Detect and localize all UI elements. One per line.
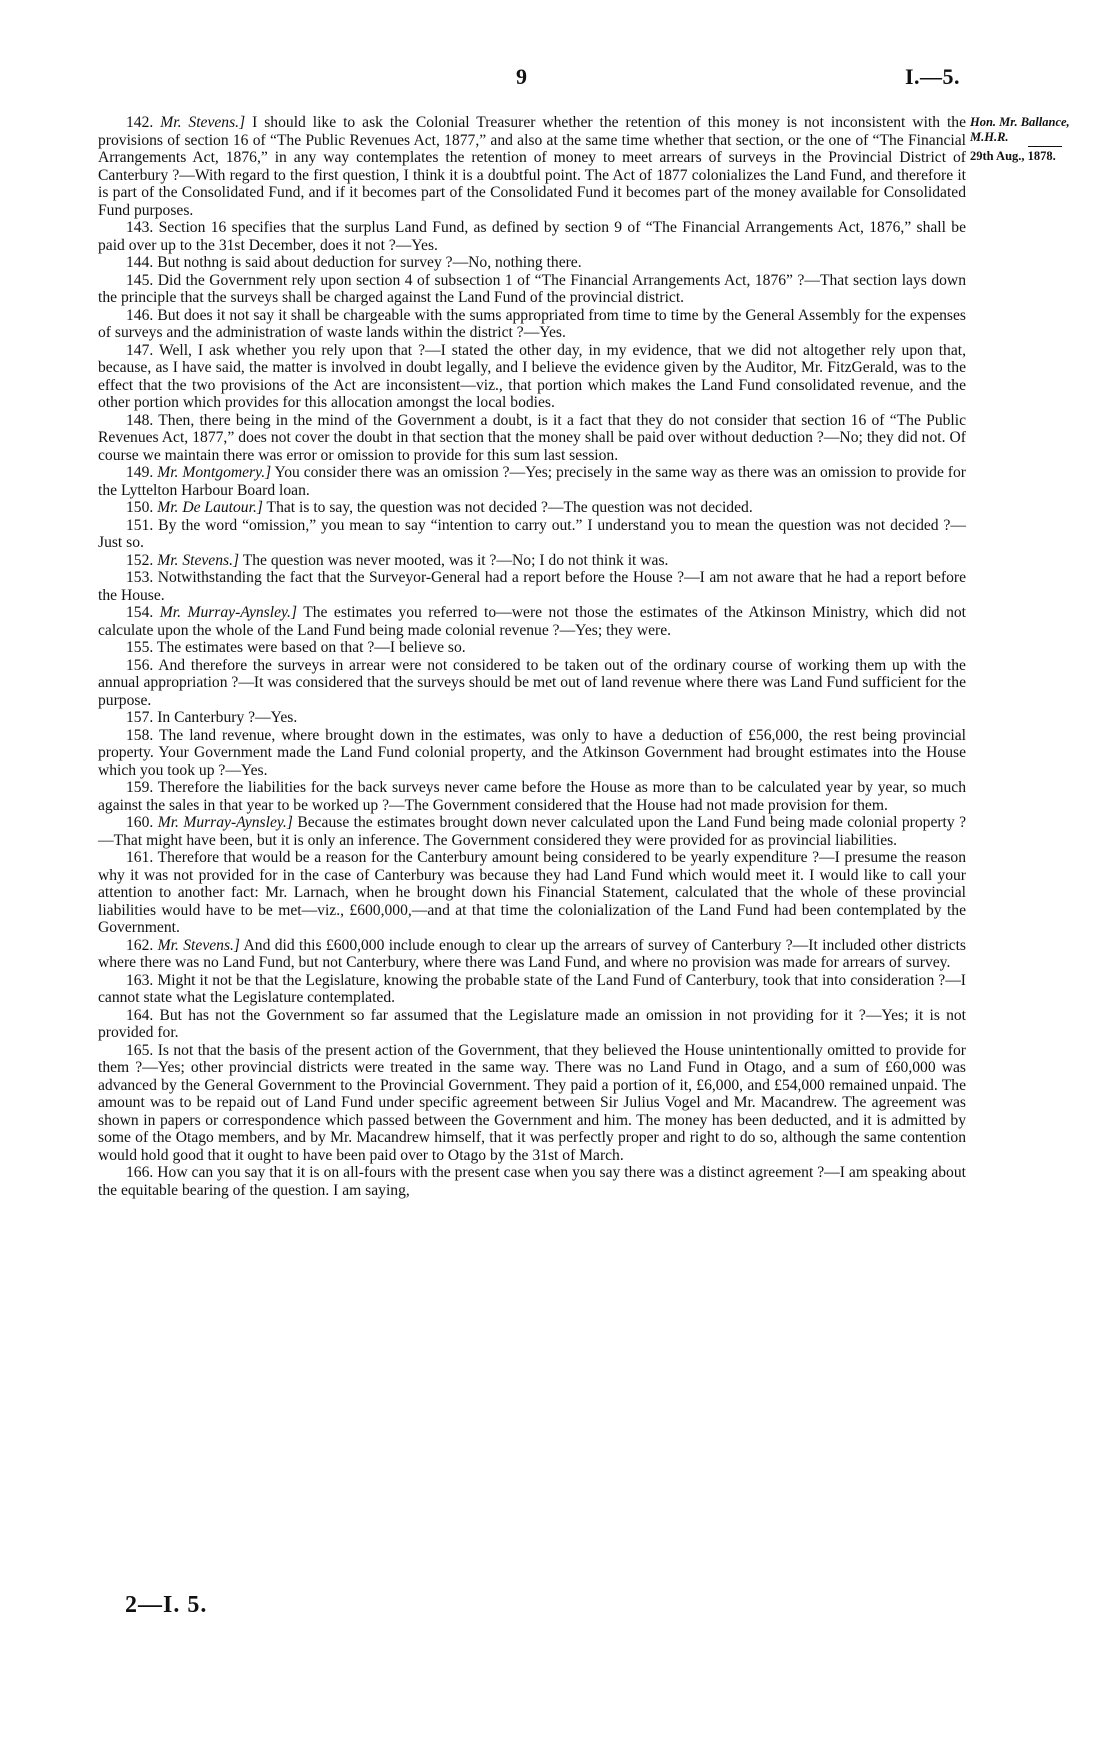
speaker-name: Mr. Stevens.]	[157, 936, 240, 954]
question-text: The estimates you referred to—were not those the estimates of the Atkinson Ministry, which did not calculate upon the whole of the Land Fund being made colonial revenue ?—Yes; they were.	[98, 604, 966, 639]
witness-name: Hon. Mr. Ballance, M.H.R.	[970, 115, 1070, 144]
speaker-name: Mr. Stevens.]	[160, 114, 246, 131]
document-reference: I.—5.	[905, 64, 961, 89]
speaker-name: Mr. De Lautour.]	[157, 499, 263, 516]
question-text: Might it not be that the Legislature, knowing the probable state of the Land Fund of Canterbury, took that into consideration ?—I cannot state what the Legislature contemplated.	[98, 971, 967, 1006]
evidence-text	[98, 114, 966, 1199]
question-text: Notwithstanding the fact that the Surveyor-General had a report before the House ?—I am not aware that he had a report before the House.	[98, 569, 966, 604]
question-paragraph	[98, 779, 966, 814]
question-number: 155.	[126, 639, 154, 656]
question-text: But does it not say it shall be chargeable with the sums appropriated from time to time by the General Assembly for the expenses of surveys and the administration of waste lands within the district ?—Yes.	[98, 306, 966, 341]
question-text: The estimates were based on that ?—I believe so.	[156, 639, 466, 656]
question-paragraph	[98, 517, 966, 552]
question-text: But nothng is said about deduction for survey ?—No, nothing there.	[157, 254, 582, 271]
question-text: The land revenue, where brought down in the estimates, was only to have a deduction of £56,000, the rest being provincial property. Your Government made the Land Fund colonial property, and the Atkinson Government had brought estimates into the House which you took up ?—Yes.	[98, 726, 966, 779]
question-paragraph	[98, 849, 966, 937]
question-paragraph	[98, 1042, 966, 1165]
question-number: 150.	[126, 499, 154, 516]
question-paragraph	[98, 657, 966, 710]
question-paragraph	[98, 219, 966, 254]
question-paragraph	[98, 972, 966, 1007]
question-paragraph	[98, 272, 966, 307]
question-number: 152.	[126, 551, 154, 569]
question-number: 154.	[126, 604, 154, 621]
question-number: 163.	[126, 971, 154, 989]
question-paragraph	[98, 412, 966, 465]
page-number: 9	[516, 64, 527, 89]
question-text: How can you say that it is on all-fours with the present case when you say there was a distinct agreement ?—I am speaking about the equitable bearing of the question. I am saying,	[98, 1164, 966, 1199]
margin-rule	[1028, 146, 1062, 147]
question-text: In Canterbury ?—Yes.	[157, 709, 298, 726]
question-number: 148.	[126, 411, 154, 429]
question-text: And did this £600,000 include enough to clear up the arrears of survey of Canterbury ?—It included other districts where there was no Land Fund, but not Canterbury, where there was Land Fund, and where no provision was made for arrears of survey.	[98, 936, 967, 971]
question-text: Section 16 specifies that the surplus Land Fund, as defined by section 9 of “The Financial Arrangements Act, 1876,” shall be paid over up to the 31st December, does it not ?—Yes.	[98, 219, 966, 254]
speaker-name: Mr. Montgomery.]	[157, 464, 272, 481]
question-text: Therefore the liabilities for the back surveys never came before the House as more than to be calculated year by year, so much against the sales in that year to be worked up ?—The Government considered that the House had not made provision for them.	[98, 779, 966, 814]
question-text: Therefore that would be a reason for the Canterbury amount being considered to be yearly expenditure ?—I presume the reason why it was not provided for in the case of Canterbury was because they had Land Fund which would meet it. I would like to call your attention to another fact: Mr. Larnach, when he brought down his Financial Statement, calculated that the whole of these provincial liabilities would have to be met—viz., £600,000,—and at that time the colonialization of the Land Fund had been contemplated by the Government.	[98, 849, 966, 936]
question-number: 161.	[126, 849, 154, 866]
speaker-name: Mr. Stevens.]	[157, 551, 240, 569]
question-paragraph	[98, 114, 966, 219]
question-text: And therefore the surveys in arrear were not considered to be taken out of the ordinary course of working them up with the annual appropriation ?—It was considered that the surveys should be met out of land revenue where there was Land Fund sufficient for the purpose.	[98, 656, 966, 709]
question-text: I should like to ask the Colonial Treasurer whether the retention of this money is not inconsistent with the provisions of section 16 of “The Public Revenues Act, 1877,” and also at the same time whether that section, or the one of “The Financial Arrangements Act, 1876,” in any way contemplates the retention of money to meet arrears of surveys in the Provincial District of Canterbury ?—With regard to the first question, I think it is a doubtful point. The Act of 1877 colonializes the Land Fund, and therefore it is part of the Consolidated Fund, and if it becomes part of the Consolidated Fund it becomes part of the money available for Consolidated Fund purposes.	[98, 114, 967, 219]
question-paragraph	[98, 937, 966, 972]
question-text: Did the Government rely upon section 4 of subsection 1 of “The Financial Arrangements Act, 1876” ?—That section lays down the principle that the surveys shall be charged against the Land Fund of the provincial district.	[98, 271, 966, 306]
question-number: 166.	[126, 1164, 154, 1181]
question-paragraph	[98, 1164, 966, 1199]
witness-date: 29th Aug., 1878.	[970, 149, 1056, 163]
question-paragraph	[98, 814, 966, 849]
question-number: 158.	[126, 726, 154, 744]
question-paragraph	[98, 604, 966, 639]
question-number: 146.	[126, 306, 154, 324]
question-number: 143.	[126, 219, 154, 236]
question-paragraph	[98, 639, 966, 657]
question-number: 162.	[126, 936, 154, 954]
question-text: But has not the Government so far assumed that the Legislature made an omission in not providing for it ?—Yes; it is not provided for.	[98, 1006, 966, 1041]
question-paragraph	[98, 709, 966, 727]
question-paragraph	[98, 1007, 966, 1042]
question-number: 159.	[126, 779, 154, 796]
question-number: 156.	[126, 656, 154, 674]
question-number: 145.	[126, 271, 154, 289]
question-paragraph	[98, 307, 966, 342]
question-number: 142.	[126, 114, 154, 131]
question-text: Then, there being in the mind of the Government a doubt, is it a fact that they do not consider that section 16 of “The Public Revenues Act, 1877,” does not cover the doubt in that section that the money shall be paid over without deduction ?—No; they did not. Of course we maintain there was error or omission to provide for this sum last session.	[98, 411, 967, 464]
speaker-name: Mr. Murray-Aynsley.]	[159, 604, 298, 621]
question-paragraph	[98, 464, 966, 499]
question-paragraph	[98, 342, 966, 412]
question-text: Well, I ask whether you rely upon that ?—I stated the other day, in my evidence, that we did not altogether rely upon that, because, as I have said, the matter is involved in doubt legally, and I believe the evidence given by the Auditor, Mr. FitzGerald, was to the effect that the two provisions of the Act are inconsistent—viz., that portion which makes the Land Fund consolidated revenue, and the other portion which provides for this allocation amongst the local bodies.	[98, 341, 966, 411]
margin-note	[970, 115, 1102, 164]
speaker-name: Mr. Murray-Aynsley.]	[157, 814, 293, 831]
question-paragraph	[98, 727, 966, 780]
question-paragraph	[98, 499, 966, 517]
question-paragraph	[98, 552, 966, 570]
question-number: 147.	[126, 341, 154, 359]
question-number: 153.	[126, 569, 154, 586]
question-number: 160.	[126, 814, 154, 831]
question-text: Is not that the basis of the present action of the Government, that they believed the House unintentionally omitted to provide for them ?—Yes; other provincial districts were treated in the same way. There was no Land Fund in Otago, and a sum of £60,000 was advanced by the General Government to the Provincial Government. They paid a portion of it, £6,000, and £54,000 remained unpaid. The amount was to be repaid out of Land Fund under specific agreement between Sir Julius Vogel and Mr. Macandrew. The agreement was shown in papers or correspondence which passed between the Government and him. The money has been deducted, and it is admitted by some of the Otago members, and by Mr. Macandrew himself, that it was perfectly proper and right to do so, although the same contention would hold good that it ought to have been paid over to Otago by the 31st of March.	[98, 1041, 966, 1164]
question-number: 149.	[126, 464, 154, 481]
question-paragraph	[98, 254, 966, 272]
question-number: 157.	[126, 709, 154, 726]
question-text: Because the estimates brought down never calculated upon the Land Fund being made colonial property ?—That might have been, but it is only an inference. The Government considered they were provided for as provincial liabilities.	[98, 814, 967, 849]
question-text: You consider there was an omission ?—Yes; precisely in the same way as there was an omission to provide for the Lyttelton Harbour Board loan.	[98, 464, 966, 499]
signature-mark: 2—I. 5.	[125, 1592, 208, 1618]
question-text: That is to say, the question was not decided ?—The question was not decided.	[266, 499, 753, 516]
question-number: 151.	[126, 516, 154, 534]
question-number: 164.	[126, 1006, 154, 1024]
question-number: 165.	[126, 1041, 154, 1059]
question-text: The question was never mooted, was it ?—No; I do not think it was.	[242, 551, 669, 569]
page-header	[0, 64, 1114, 94]
question-paragraph	[98, 569, 966, 604]
question-text: By the word “omission,” you mean to say “intention to carry out.” I understand you to mean the question was not decided ?—Just so.	[98, 516, 966, 551]
question-number: 144.	[126, 254, 154, 271]
